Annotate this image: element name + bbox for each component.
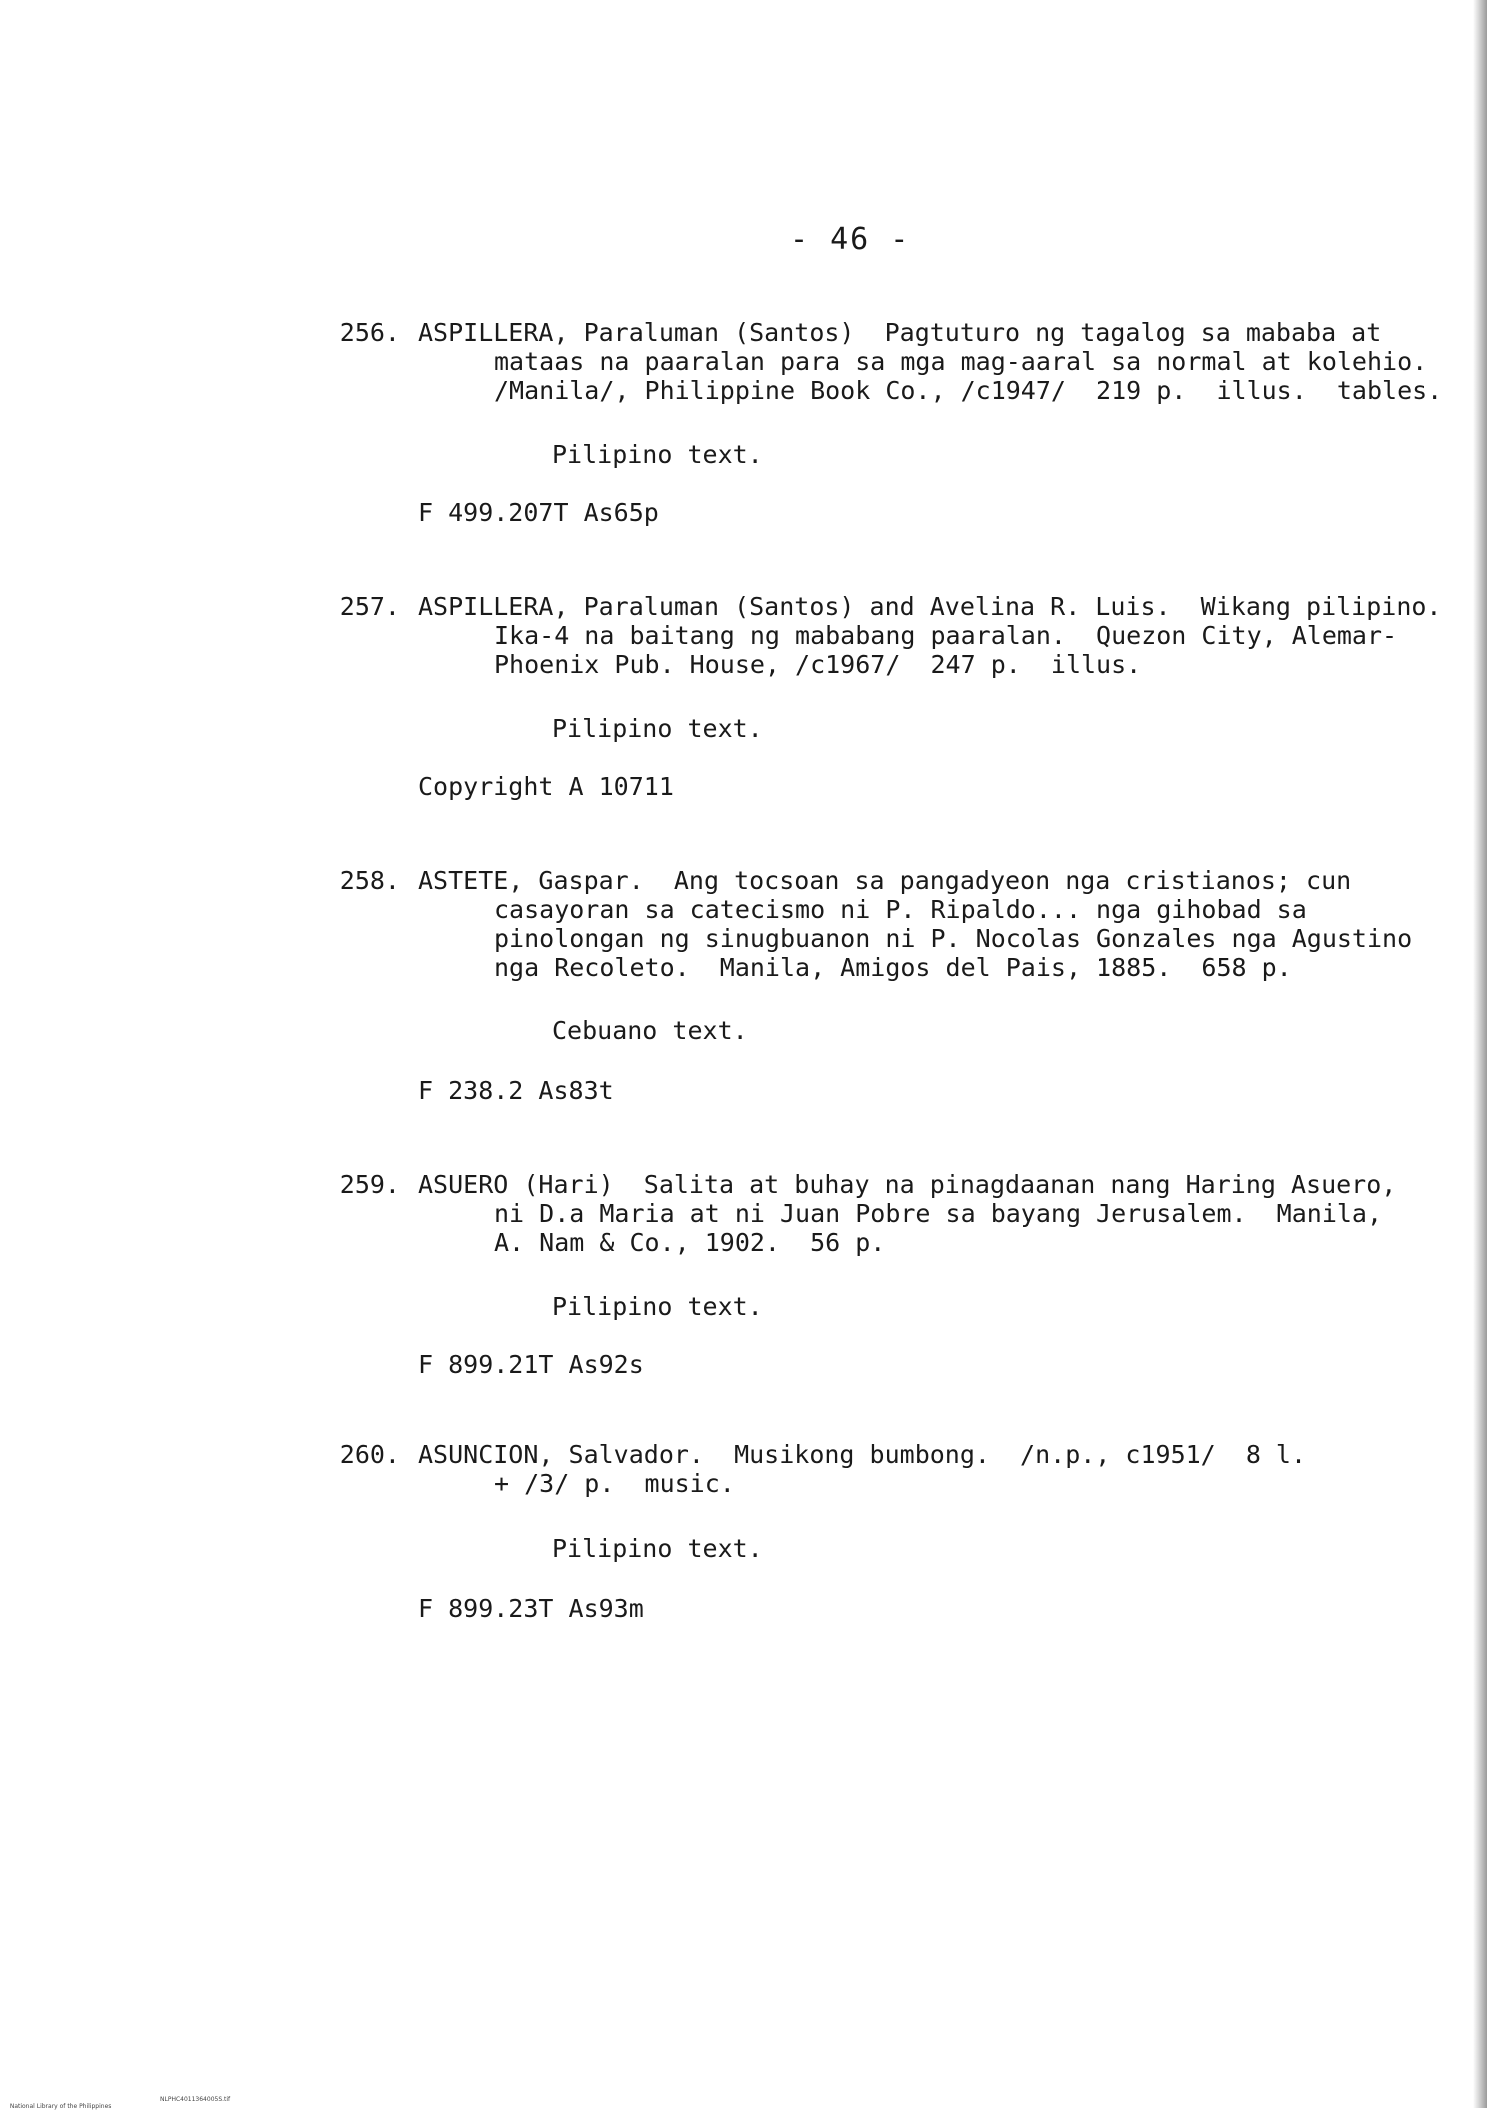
copyright-number: Copyright A 10711 [418, 772, 674, 801]
entry-line-3: A. Nam & Co., 1902. 56 p. [494, 1228, 886, 1257]
language-note: Pilipino text. [552, 1292, 763, 1321]
language-note: Pilipino text. [552, 1534, 763, 1563]
entry-line-4: nga Recoleto. Manila, Amigos del Pais, 1885. 658 p. [494, 953, 1292, 982]
entry-number: 256. [339, 318, 400, 347]
entry-line-2: + /3/ p. music. [494, 1469, 735, 1498]
call-number: F 238.2 As83t [418, 1076, 614, 1105]
entry-line-3: Phoenix Pub. House, /c1967/ 247 p. illus. [494, 650, 1142, 679]
scan-edge [1473, 0, 1487, 2108]
entry-line-2: casayoran sa catecismo ni P. Ripaldo... nga gihobad sa [494, 895, 1307, 924]
entry-line-2: Ika-4 na baitang ng mababang paaralan. Quezon City, Alemar- [494, 621, 1398, 650]
entry-line-3: /Manila/, Philippine Book Co., /c1947/ 219 p. illus. tables. [494, 376, 1443, 405]
language-note: Pilipino text. [552, 440, 763, 469]
page-number: - 46 - [790, 222, 911, 257]
footer-file: NLPHC4011364005S.tif [160, 2096, 231, 2103]
language-note: Pilipino text. [552, 714, 763, 743]
entry-line-2: mataas na paaralan para sa mga mag-aaral sa normal at kolehio. [494, 347, 1428, 376]
call-number: F 899.23T As93m [418, 1594, 644, 1623]
entry-number: 258. [339, 866, 400, 895]
entry-number: 259. [339, 1170, 400, 1199]
entry-number: 257. [339, 592, 400, 621]
scan-footer [6, 2096, 231, 2117]
entry-line-1: ASUERO (Hari) Salita at buhay na pinagdaanan nang Haring Asuero, [418, 1170, 1397, 1199]
entry-line-2: ni D.a Maria at ni Juan Pobre sa bayang Jerusalem. Manila, [494, 1199, 1383, 1228]
call-number: F 499.207T As65p [418, 498, 659, 527]
entry-line-1: ASTETE, Gaspar. Ang tocsoan sa pangadyeon nga cristianos; cun [418, 866, 1352, 895]
entry-line-3: pinolongan ng sinugbuanon ni P. Nocolas Gonzales nga Agustino [494, 924, 1413, 953]
entry-line-1: ASPILLERA, Paraluman (Santos) and Avelina R. Luis. Wikang pilipino. [418, 592, 1442, 621]
entry-line-1: ASPILLERA, Paraluman (Santos) Pagtuturo ng tagalog sa mababa at [418, 318, 1382, 347]
entry-line-1: ASUNCION, Salvador. Musikong bumbong. /n.p., c1951/ 8 l. [418, 1440, 1307, 1469]
footer-source: National Library of the Philippines [9, 2103, 112, 2110]
language-note: Cebuano text. [552, 1016, 748, 1045]
call-number: F 899.21T As92s [418, 1350, 644, 1379]
entry-number: 260. [339, 1440, 400, 1469]
